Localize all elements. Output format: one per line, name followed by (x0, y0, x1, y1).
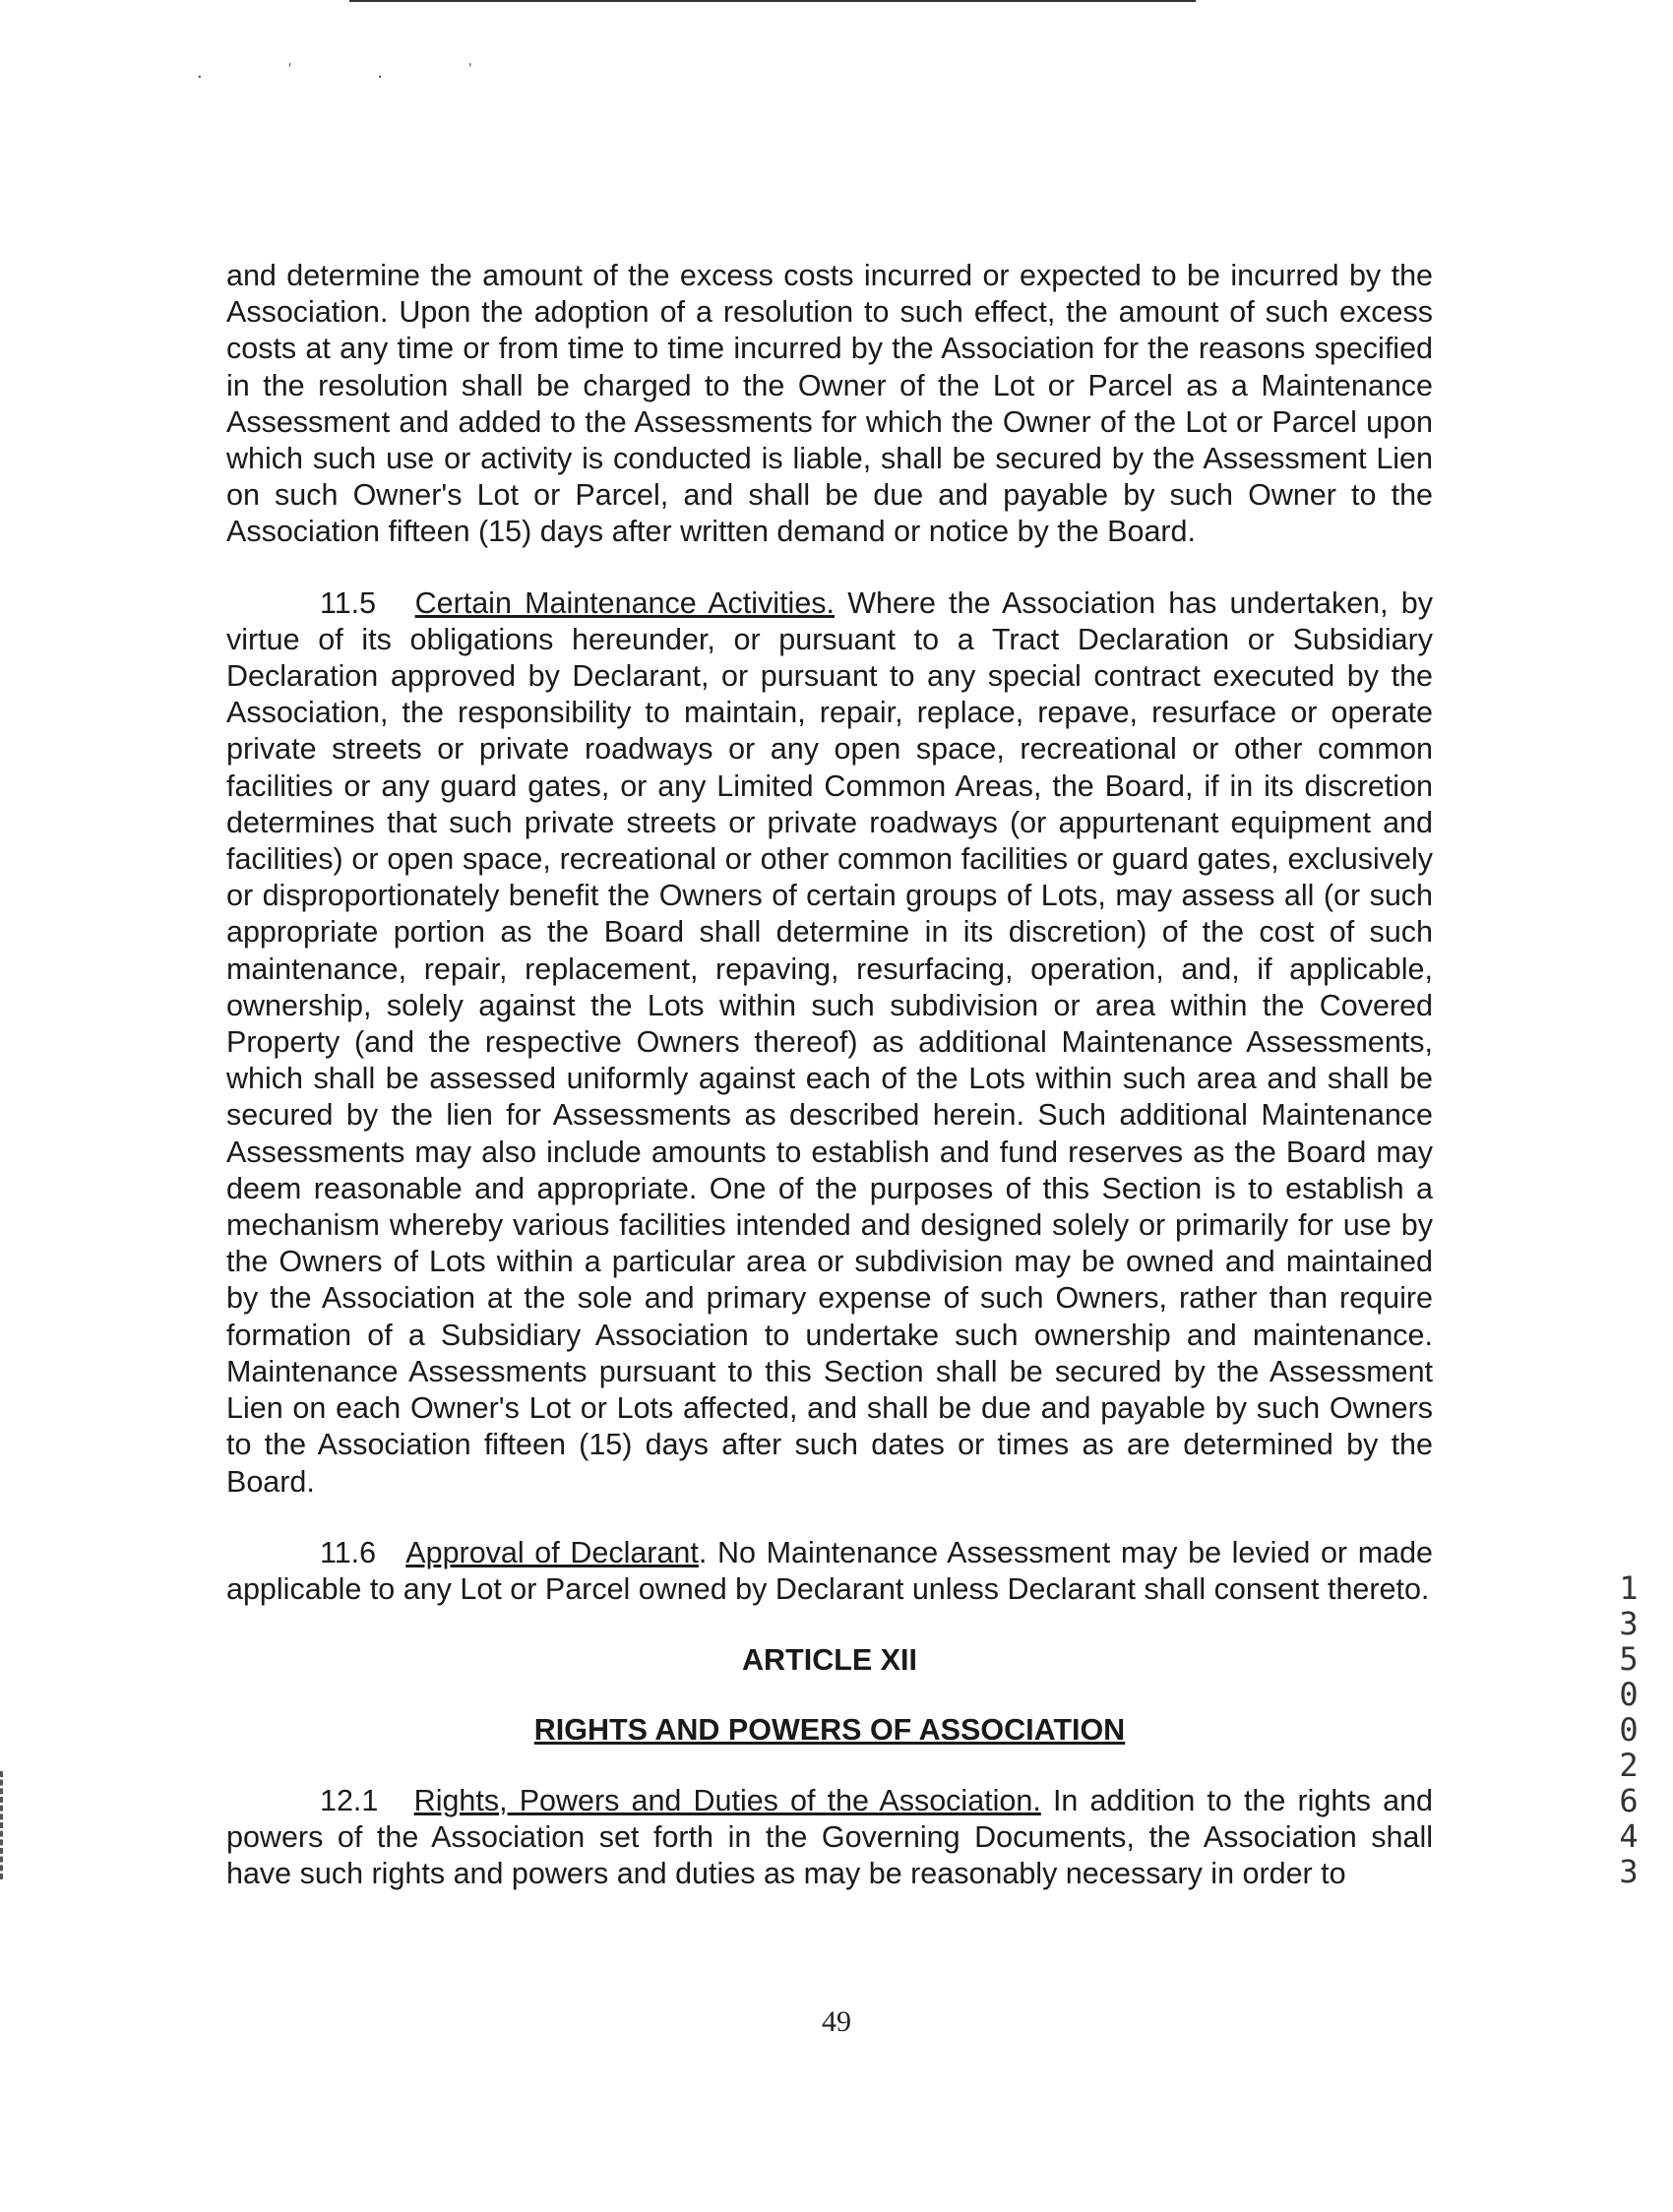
scan-specks: . ˈ . ˈ (197, 61, 514, 83)
section-title: Approval of Declarant (405, 1535, 699, 1569)
article-title (226, 1712, 1433, 1749)
article-title-text: RIGHTS AND POWERS OF ASSOCIATION (533, 1713, 1126, 1748)
section-12-1 (226, 1783, 1433, 1893)
page-number: 49 (822, 2005, 851, 2038)
section-number: 11.5 (320, 585, 377, 620)
paragraph-continuation: and determine the amount of the excess costs incurred or expected to be incurred by the Association. Upon the adoption of a resolution to such effect, the amount of such excess costs at any time or from time to time incurred by the Association for the reasons specified in the resolution shall be charged to the Owner of the Lot or Parcel as a Maintenance Assessment and added to the Assessments for which the Owner of the Lot or Parcel upon which such use or activity is conducted is liable, shall be secured by the Assessment Lien on such Owner's Lot or Parcel, and shall be due and payable by such Owner to the Association fifteen (15) days after written demand or notice by the Board. (226, 259, 1433, 549)
section-title: Certain Maintenance Activities. (414, 585, 836, 620)
article-heading: ARTICLE XII (742, 1643, 917, 1678)
section-body: . No Maintenance Assessment may be levied or made applicable to any Lot or Parcel owned by Declarant unless Declarant shall consent thereto. (226, 1535, 1433, 1606)
section-body: Where the Association has undertaken, by virtue of its obligations hereunder, or pursuant to a Tract Declaration or Subsidiary Declaration approved by Declarant, or pursuant to any special contract executed by the Association, the responsibility to maintain, repair, replace, repave, resurface or operate private streets or private roadways or any open space, recreational or other common facilities or any guard gates, or any Limited Common Areas, the Board, if in its discretion determines that such private streets or private roadways (or appurtenant equipment and facilities) or open space, recreational or other common facilities or guard gates, exclusively or disproportionately benefit the Owners of certain groups of Lots, may assess all (or such appropriate portion as the Board shall determine in its discretion) of the cost of such maintenance, repair, replacement, repaving, resurfacing, operation, and, if applicable, ownership, solely against the Lots within such subdivision or area within the Covered Property (and the respective Owners thereof) as additional Maintenance Assessments, which shall be assessed uniformly against each of the Lots within such area and shall be secured by the lien for Assessments as described herein. Such additional Maintenance Assessments may also include amounts to establish and fund reserves as the Board may deem reasonable and appropriate. One of the purposes of this Section is to establish a mechanism whereby various facilities intended and designed solely or primarily for use by the Owners of Lots within a particular area or subdivision may be owned and maintained by the Association at the sole and primary expense of such Owners, rather than require formation of a Subsidiary Association to undertake such ownership and maintenance. Maintenance Assessments pursuant to this Section shall be secured by the Assessment Lien on each Owner's Lot or Lots affected, and shall be due and payable by such Owners to the Association fifteen (15) days after such dates or times as are determined by the Board. (226, 585, 1433, 1499)
scan-edge-mark (0, 1771, 6, 1879)
section-body: In addition to the rights and powers of the Association set forth in the Governing Documents, the Association shall have such rights and powers and duties as may be reasonably necessary in order to (226, 1783, 1434, 1890)
recording-stamp: 1350 0264 3 (1619, 1569, 1639, 1890)
section-11-5 (226, 585, 1433, 1501)
top-rule (349, 0, 1196, 2)
section-11-6 (226, 1535, 1433, 1608)
document-body (226, 258, 1433, 1927)
section-title: Rights, Powers and Duties of the Association. (413, 1783, 1041, 1817)
section-number: 12.1 (320, 1783, 379, 1817)
section-number: 11.6 (320, 1535, 377, 1569)
